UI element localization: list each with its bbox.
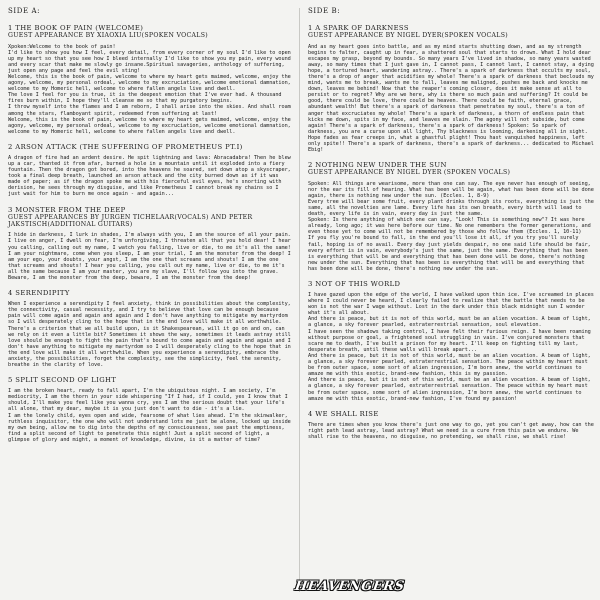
track (8, 376, 292, 443)
side-a-column (8, 6, 292, 451)
lyrics-paragraph: Every tree will bear some fruit, every plant drinks through its roots, everything is just the same, all the novelties are lame. Every life has its own breath, every birth will lead to death, every life is in vain, every day is just the same. (308, 198, 594, 218)
track-header (8, 376, 292, 384)
track-header (8, 289, 292, 297)
lyrics-paragraph: I have gazed upon the edge of the world, I have walked upon thin ice. I've screamed in places where I could never be heard, I clearly failed to realize that the battle that needs to be won is not the war I wage without. Lost in the dark under this black midnight sun I wonder what it's all about. (308, 292, 594, 317)
track-header (8, 143, 292, 151)
lyrics-paragraph: I am the lonely child, eyes open and wide, fearsome of what lies ahead. I'm the skinwalker, ruthless inquisitor, the one who will not understand lots me just be alone, locked up inside my own being, allow me to dig into the depths of my consciousness, see past the emptiness, find a split second of light to penetrate this night! Just a split second of light, a glimpse of glory and might, a moment of knowledge, divine, is it a matter of time? (8, 412, 291, 443)
track-lyrics (308, 44, 594, 154)
track-lyrics (8, 232, 292, 281)
track-lyrics (308, 292, 594, 402)
track-lyrics (308, 422, 594, 440)
lyrics-paragraph: A dragon of fire had an ardent desire. He spit lightning and lava: Abracadabra! Then he blew up a car, thanted it from afar, burned a hole in a mountain until it exploded into a fiery fountain. Then the dragon got bored, into the heavens he soared, set down atop a skyscraper, took a final deep breath, launched an arson attack and the city burned down as if it was made of paper; as if the dragon spoke me with his fierceful evil eyes, he's snorting with derision, he sees through my disguise, and like Prometheus I cannot break my chains so I just wait for him to burn me once again - and again... (8, 154, 291, 198)
lyrics-paragraph: Welcome, this is the book of pain, welcome to where my heart gets maimed, welcome, enjoy the agony, welcome, my personal ordeal, welcome to my excruciation, welcome emotional damnation, welcome to my Homeric hell, welcome to where fallen angels live and dwell. (8, 73, 291, 93)
lyrics-paragraph: And there is peace, but it is not of this world, must be an alien vocation. A beam of light, a glance, a sky forever pearled, extraterrestrial sensation. The peace within my heart must be from outer space, some sort of alien ingression, I'm born anew, the world continues to amaze me with this exotic, brand-new fashion, this is my passion. (308, 352, 591, 378)
track-title: 1 THE BOOK OF PAIN (WELCOME) (8, 24, 144, 33)
track-header (308, 161, 594, 176)
lyrics-paragraph: Welcome, this is the book of pain, welcome to where my heart gets maimed, welcome, enjoy the agony, welcome, my personal ordeal, welcome to my excruciation, welcome emotional damnation, welcome to my Homeric hell, welcome to where fallen angels live and dwell. (8, 116, 291, 135)
track-lyrics (8, 155, 292, 198)
lyrics-paragraph: And there is peace, but it is not of this world, must be an alien vocation. A beam of light, a glance, a sky forever pearled, extraterrestrial sensation. The peace within my heart must be from outer space, some sort of alien ingression, I'm born anew, the world continues to amaze me with this exotic, brand-new fashion, I've found my passion! (308, 377, 591, 402)
band-logo: HEAVENGERS (293, 579, 406, 594)
side-a-tracks (8, 24, 292, 443)
side-b-label: SIDE B: (308, 7, 341, 15)
lyrics-paragraph: I have seen the shadows taking control, I have felt their furious reign. I have been roaming without purpose or goal, a frightened soul struggling in vain. I've conjured monsters that scare me to death, I've built a prison for my heart. I'll keep on fighting till my last, desperate breath, until these walls will break apart... (308, 328, 591, 353)
lyrics-paragraph: There are times when you know there's just one way to go, yet you can't get away, how can the right path lead astray, lead astray? What we need is a cure from this pain we endure. We shall rise to the heavens, no disguise, no pretending, we shall rise, we shall rise! (308, 421, 594, 440)
track (308, 410, 594, 440)
track-title: 3 NOT OF THIS WORLD (308, 280, 401, 288)
track-title: 2 ARSON ATTACK (THE SUFFERING OF PROMETHEUS PT.I) (8, 142, 243, 151)
lyrics-paragraph: Spoken: Is there anything of which one can say, "Look! This is something new"? It was here already, long ago; it was here before our time. No one remembers the former generations, and even those yet to come will not be remembered by those who follow them (Eccles. 1, 10-11) (308, 217, 591, 236)
lyrics-paragraph: Xpoken:Welcome to the book of pain! (8, 43, 116, 50)
lyrics-paragraph: Spoken: All things are wearisome, more than one can say. The eye never has enough of seeing, nor the ear its fill of hearing. What has been will be again, what has been done will be done again, there is nothing new under the sun. (Eccles. 1, 8-9) (308, 180, 594, 199)
track-title: 4 SERENDIPITY (8, 289, 70, 298)
track-header (308, 24, 594, 39)
track-header (308, 410, 594, 418)
track (8, 206, 292, 282)
track-header (8, 206, 292, 229)
track (8, 289, 292, 368)
track-guest-credit: GUEST APPEARANCE BY NIGEL DYER(SPOKEN VOCALS) (308, 32, 508, 40)
track-title: 2 NOTHING NEW UNDER THE SUN (308, 161, 447, 170)
side-b-column (308, 6, 594, 448)
side-a-label: SIDE A: (8, 7, 41, 15)
track-title: 1 A SPARK OF DARKNESS (308, 24, 409, 33)
lyrics-paragraph: I throw myself into the flames and I am reborn, I shall arise into the skies. And shall roam among the stars, flamboyant spirit, redeemed from suffering at last! (8, 104, 291, 117)
side-b-tracks (308, 24, 594, 440)
track (308, 24, 594, 153)
track-title: 4 WE SHALL RISE (308, 409, 379, 418)
track-header (308, 280, 594, 288)
lyrics-paragraph: And as my heart goes into battle, and as my mind starts shutting down, and as my strength begins to falter, caught up in fear, a shattered soul that starts to drown. What I hold dear escapes my grasp, beyond my bounds. So many years I've lived in shadow, so many years wasted away, so many times that I just gave in, I cannot pass, I cannot last, I cannot stay, a dying hope, a tortured heart, wandering astray.. There's a spark of darkness that occults my soul, there's a drop of anger that acidifies my whole! There's a spark of darkness that beclouds my mind, wants me to break, wants me to fall, leaves me maligned, pushes me back and knocks me down, leaves me behind! Now that the reaper's coming closer, does it make sense at all to persist or to regret? Why are we here, why is there so much pain and suffering? It could be good, there could be love, there could be heaven. There could be faith, eternal grace, abundant wealth! But there's a spark of darkness that penetrates my soul, there's a ton of anger that excruciates my whole! There's a spark of darkness, a thorn of endless pain that kicks me down, spits in my face, and leaves me slain. The agony will not subside, but come again! There's a spark of darkness, there's a spark of darkness! Spoken: So spark of darkness, you are a curse upon all light, Thy blackness is looming, darkening all in sight. Hope fades as fear creeps in, what a ghastful plight! Thou hast vanquished happiness, left only spite!! There's a spark of darkness, there's a spark of darkness... dedicated to Michael Ebig! (308, 43, 594, 154)
lyrics-paragraph: And there is peace, but it is not of this world, must be an alien vocation. A beam of light, a glance, a sky forever pearled, extraterrestrial sensation, soul elevation. (308, 316, 591, 329)
lyrics-paragraph: When I experience a serendipity I feel anxiety, think in possibilities about the complexity, the connectivity, casual necessity, and I try to believe that love can be enough because pain will come again and again and again and I don't have anything to mitigate my martyrdom so I will desperately cling to the hope that in the end love will make it all worthwhile. There's a criterion that we all build upon, is it Shakespearean, will it go on and on, can we rely on it even a little bit? Sometimes it shows the way, sometimes it leads astray still love should be enough to fight the pain that's bound to come again and again and again and I don't have anything to mitigate my martyrdom so I will desperately cling to the hope that in the end love will make it all worthwhile. When you experience a serendipity, embrace the anxiety, the possibilities, forget the complexity, see the simplicity, feel the serenity, breathe in the clarity of love. (8, 301, 291, 369)
column-divider (299, 8, 300, 592)
track (8, 24, 292, 135)
track-header (8, 24, 292, 39)
track-lyrics (8, 388, 292, 443)
track-guest-credit: GUEST APPEARANCE BY XIAOXIA LIU(SPOKEN VOCALS) (8, 32, 208, 40)
lyrics-paragraph: I am the broken heart, ready to fall apart, I'm the ubiquitous night. I am society, I'm mediocrity, I am the thorn in your side whispering "If I had, if I could, yes I know that I should, I'll make you feel like you wanna cry, yes I am the serious doubt that your life's all alone, that my dear, maybe it is you just don't want to die - it's a lie. (8, 388, 288, 413)
lyrics-paragraph: If you fly you're bound to fall, in the end you'll lose it all, if you try you'll surely fail, hoping is of no avail. Every day just yields despair, no one said life should be fair, every effort is in vain, everybody's just the same, just the same. Everything that has been is everything that will be and everything that has been done will be done, there's nothing new under the sun. Everything that has been is everything that will be and everything that has been done will be done, there's nothing new under the sun. (308, 235, 591, 272)
track (308, 161, 594, 272)
lyrics-paragraph: I hide in darkness, I lurk in shades, I'm always with you, I am the source of all your pain. I live on anger, I dwell on fear, I'm unforgiving, I threaten all that you hold dear! I hear you calling, calling out my name, I watch you falling, live or die, to me it's all the same! I am your nightmare, come when you sleep, I am your trial, I am the monster from the deep! I am your ego, your doubts, your angst, I am the one that screams and shouts! I am the one that screams and shouts! I hear you calling, you call out my name, live or die, to me it's all the same because I am your master, you are my slave, I'll follow you into the grave. Beware, I am the monster from the deep, beware, I am the monster from the deep! (8, 232, 291, 282)
track-lyrics (8, 301, 292, 368)
track-title: 3 MONSTER FROM THE DEEP (8, 205, 126, 214)
lyrics-paragraph: I'd like to show you how I feel, every detail, from every corner of my soul I'd like to open up my heart so that you see how I bleed internally I'd like to show you my pain, every wound and every scar that make me slowly go insane.Spiritual savageries, anthology of suffering, just open any page and feel the evil sting! (8, 49, 291, 74)
track-guest-credit: GUEST APPEARANCE BY NIGEL DYER (SPOKEN VOCALS) (308, 169, 511, 177)
track (8, 143, 292, 198)
lyrics-paragraph: The love I feel for you is true, it is the deepest emotion that I've ever had. A thousand fires burn within, I hope they'll cleanse me so that my purgatory begins. (8, 92, 282, 105)
track-title: 5 SPLIT SECOND OF LIGHT (8, 376, 117, 385)
track-lyrics (8, 44, 292, 135)
track-guest-credit: GUEST APPEARANCES BY JURGEN TICHELAAR(VOCALS) AND PETER JAKSTISCH(ADDITIONAL GUITARS) (8, 213, 253, 228)
track (308, 280, 594, 402)
track-lyrics (308, 181, 594, 272)
